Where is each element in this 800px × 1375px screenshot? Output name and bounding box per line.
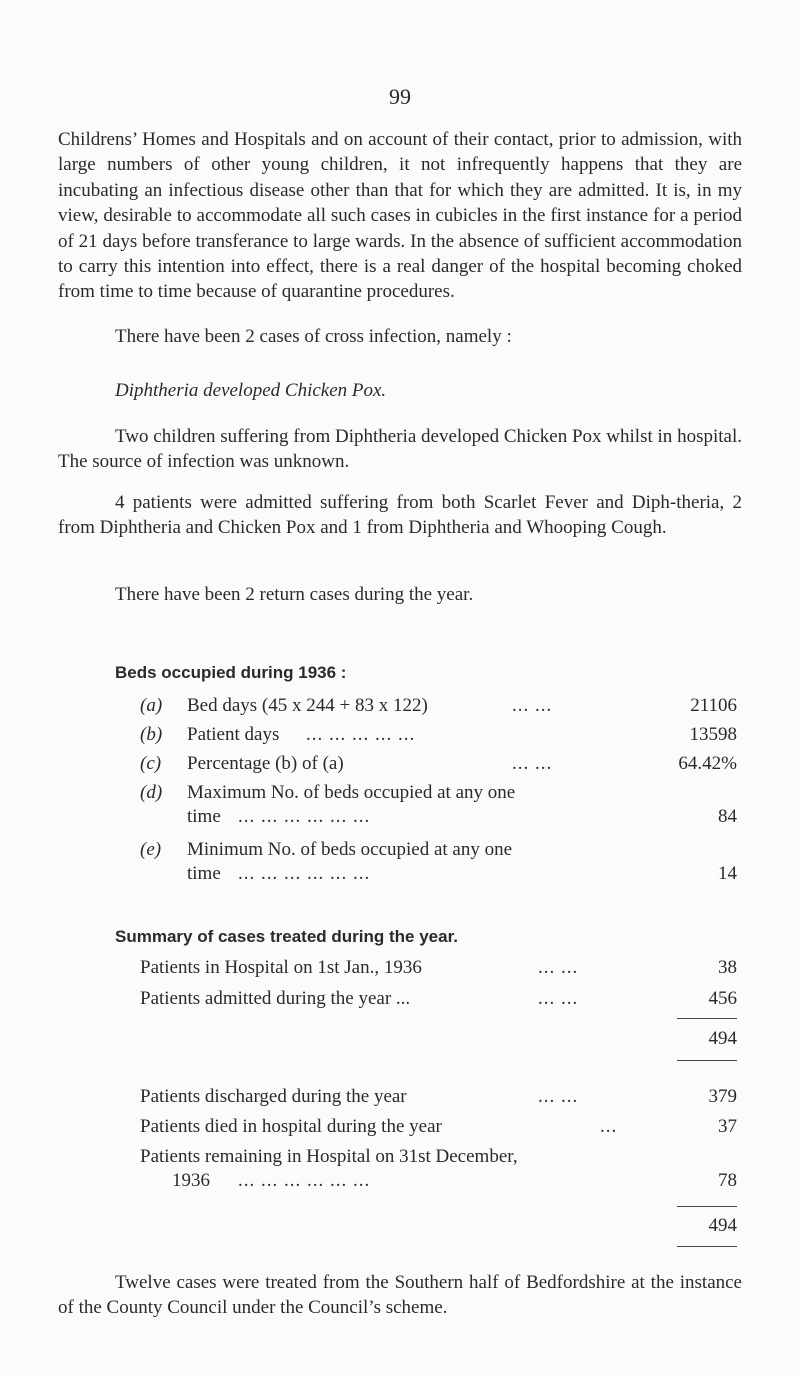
sum-rule <box>677 1206 737 1207</box>
summary-heading: Summary of cases treated during the year. <box>115 927 458 946</box>
summary-row-text: 1936 <box>172 1170 210 1191</box>
leader-dots: ... <box>600 1116 618 1137</box>
summary-row-text: Patients admitted during the year ... <box>140 988 411 1009</box>
paragraph-quarantine: Childrens’ Homes and Hospitals and on account of their contact, prior to admission, with large numbers of other young children, it not infrequently happens that they are incubating an infectious disease other than that for which they are admitted. It is, in my view, desirable to accommodate all such cases in cubicles in the first instance for a period of 21 days before transferance to large wards. In the absence of sufficient accommodation to carry this intention into effect, there is a real danger of the hospital becoming choked from time to time because of quarantine procedures. <box>58 129 742 303</box>
leader-dots: ... ... ... ... ... ... <box>238 806 371 827</box>
beds-row-label: (a) <box>140 695 163 716</box>
beds-heading: Beds occupied during 1936 : <box>115 663 347 682</box>
paragraph-bedfordshire: Twelve cases were treated from the Southern half of Bedfordshire at the instance of the County Council under the Council’s scheme. <box>58 1272 742 1319</box>
leader-dots: ... ... <box>538 988 579 1009</box>
beds-row <box>140 751 737 777</box>
beds-row-value: 84 <box>718 806 737 827</box>
beds-row-label: (d) <box>140 782 163 803</box>
beds-row-value: 21106 <box>690 695 737 716</box>
beds-row-value: 64.42% <box>678 753 737 774</box>
summary-row-value: 38 <box>718 957 737 978</box>
sum-rule <box>677 1246 737 1247</box>
paragraph-two-children: Two children suffering from Diphtheria developed Chicken Pox whilst in hospital. The source of infection was unknown. <box>58 426 742 473</box>
summary-row-text: Patients discharged during the year <box>140 1086 407 1107</box>
paragraph-diphtheria-heading: Diphtheria developed Chicken Pox. <box>115 380 387 401</box>
leader-dots: ... ... <box>538 957 579 978</box>
summary-subtotal-value: 494 <box>708 1028 737 1049</box>
summary-row-text: Patients died in hospital during the year <box>140 1116 442 1137</box>
beds-row-value: 14 <box>718 863 737 884</box>
paragraph-return-cases: There have been 2 return cases during the year. <box>115 584 474 605</box>
summary-row-continuation <box>140 1168 737 1194</box>
summary-subtotal <box>140 1026 737 1052</box>
beds-row-continuation <box>140 804 737 830</box>
beds-row-label: (c) <box>140 753 162 774</box>
beds-row-value: 13598 <box>689 724 737 745</box>
leader-dots: ... ... ... ... ... ... <box>238 1170 371 1191</box>
beds-row-text: Patient days <box>187 724 280 745</box>
summary-row-text: Patients in Hospital on 1st Jan., 1936 <box>140 957 422 978</box>
paragraph-cross-infection: There have been 2 cases of cross infection, namely : <box>115 326 512 347</box>
beds-row <box>140 780 737 806</box>
beds-row-text: time <box>187 863 221 884</box>
summary-row-value: 456 <box>708 988 737 1009</box>
sum-rule <box>677 1018 737 1019</box>
summary-row-value: 37 <box>718 1116 737 1137</box>
summary-total <box>140 1213 737 1239</box>
sum-rule <box>677 1060 737 1061</box>
beds-row-text: Percentage (b) of (a) <box>187 753 344 774</box>
summary-row <box>140 986 737 1012</box>
beds-row <box>140 693 737 719</box>
leader-dots: ... ... ... ... ... <box>306 724 416 745</box>
leader-dots: ... ... <box>538 1086 579 1107</box>
beds-row-text: Maximum No. of beds occupied at any one <box>187 782 516 803</box>
summary-row-value: 78 <box>718 1170 737 1191</box>
beds-row-text: Bed days (45 x 244 + 83 x 122) <box>187 695 428 716</box>
summary-row <box>140 1084 737 1110</box>
beds-row-label: (b) <box>140 724 163 745</box>
paragraph-admissions: 4 patients were admitted suffering from both Scarlet Fever and Diph-theria, 2 from Diphtheria and Chicken Pox and 1 from Diphtheria and Whooping Cough. <box>58 492 742 539</box>
leader-dots: ... ... <box>512 695 553 716</box>
page-number: 99 <box>389 84 411 109</box>
beds-row-text: Minimum No. of beds occupied at any one <box>187 839 513 860</box>
summary-row <box>140 1114 737 1140</box>
beds-row <box>140 837 737 863</box>
summary-total-value: 494 <box>708 1215 737 1236</box>
leader-dots: ... ... <box>512 753 553 774</box>
summary-row-value: 379 <box>708 1086 737 1107</box>
summary-row-text: Patients remaining in Hospital on 31st December, <box>140 1146 518 1167</box>
beds-row-text: time <box>187 806 221 827</box>
summary-row <box>140 1144 737 1170</box>
leader-dots: ... ... ... ... ... ... <box>238 863 371 884</box>
summary-row <box>140 955 737 981</box>
beds-row <box>140 722 737 748</box>
beds-row-label: (e) <box>140 839 162 860</box>
beds-row-continuation <box>140 861 737 887</box>
